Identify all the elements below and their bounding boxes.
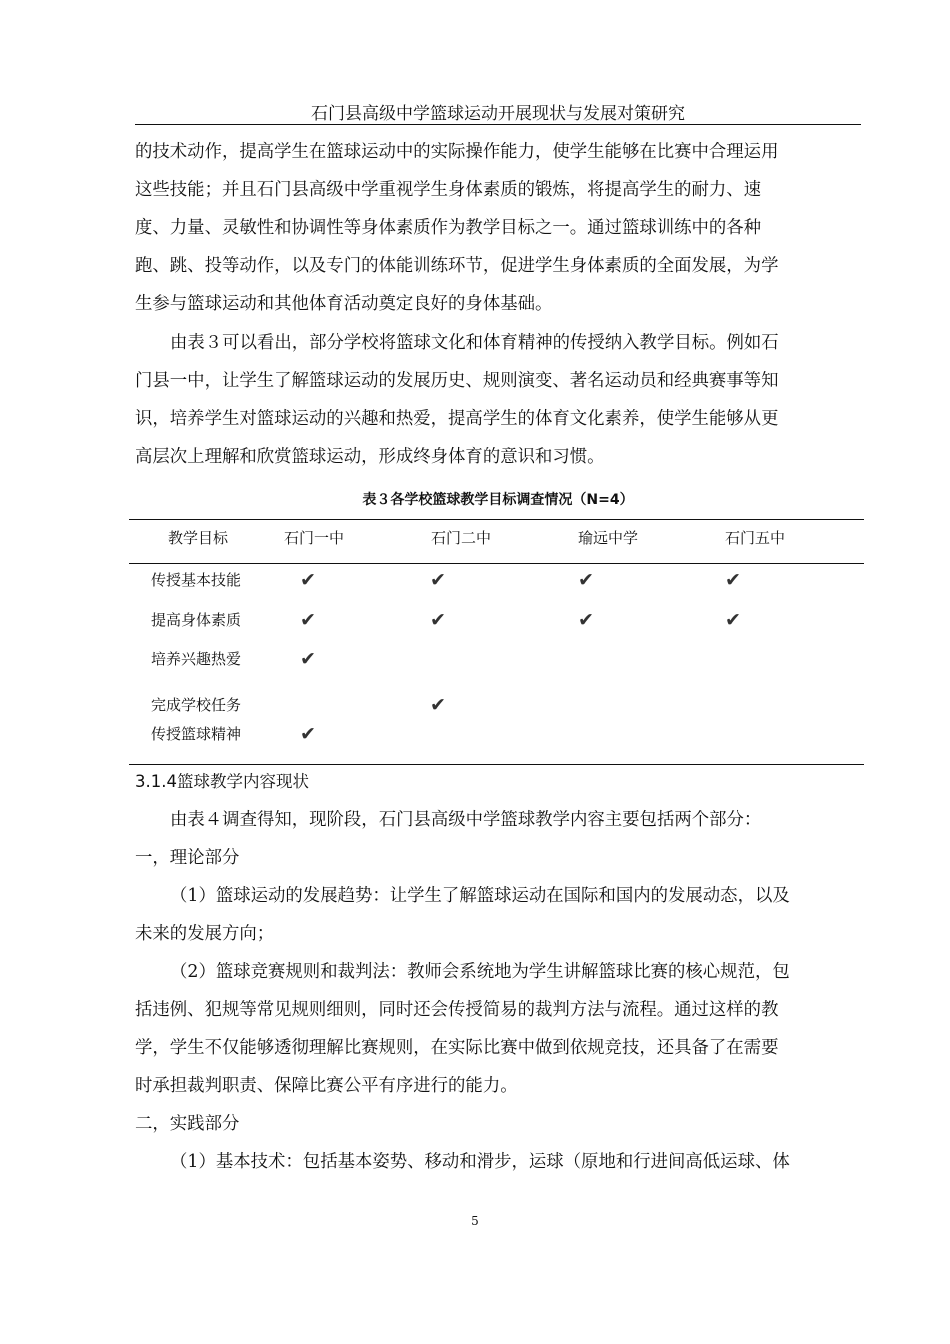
- check-mark-icon: ✔: [430, 609, 446, 631]
- table-row-label: 培养兴趣热爱: [151, 650, 242, 668]
- paragraph-goals-skills: [135, 133, 861, 323]
- table-row-label: 完成学校任务: [151, 696, 242, 714]
- table-bottom-rule: [129, 764, 864, 765]
- text-line: 由表４调查得知，现阶段，石门县高级中学篮球教学内容主要包括两个部分：: [170, 810, 762, 830]
- text-line: 二，实践部分: [135, 1114, 240, 1134]
- check-mark-icon: ✔: [300, 723, 316, 745]
- text-line: 括违例、犯规等常见规则细则，同时还会传授简易的裁判方法与流程。通过这样的教: [135, 1000, 779, 1020]
- section-body: [135, 801, 861, 1181]
- header-divider: [135, 124, 861, 125]
- check-mark-icon: ✔: [300, 648, 316, 670]
- table-header-cell: 石门一中: [284, 529, 345, 547]
- table-header-cell: 石门五中: [725, 529, 786, 547]
- check-mark-icon: ✔: [300, 609, 316, 631]
- check-mark-icon: ✔: [578, 569, 594, 591]
- table-row-label: 传授基本技能: [151, 571, 242, 589]
- text-line: 学，学生不仅能够透彻理解比赛规则，在实际比赛中做到依规竞技，还具备了在需要: [135, 1038, 779, 1058]
- text-line: （2）篮球竞赛规则和裁判法：教师会系统地为学生讲解篮球比赛的核心规范，包: [170, 962, 790, 982]
- text-line: 识，培养学生对篮球运动的兴趣和热爱，提高学生的体育文化素养，使学生能够从更: [135, 409, 779, 429]
- check-mark-icon: ✔: [578, 609, 594, 631]
- section-heading: 3.1.4篮球教学内容现状: [135, 772, 309, 791]
- text-line: 未来的发展方向；: [135, 924, 275, 944]
- check-mark-icon: ✔: [300, 569, 316, 591]
- running-header: 石门县高级中学篮球运动开展现状与发展对策研究: [311, 104, 685, 124]
- table-header-cell: 瑜远中学: [578, 529, 639, 547]
- check-mark-icon: ✔: [725, 609, 741, 631]
- check-mark-icon: ✔: [430, 694, 446, 716]
- paragraph-culture: [135, 324, 861, 476]
- table-row-label: 提高身体素质: [151, 611, 242, 629]
- page-number: 5: [471, 1214, 479, 1228]
- text-line: （1）篮球运动的发展趋势：让学生了解篮球运动在国际和国内的发展动态，以及: [170, 886, 790, 906]
- text-line: 一，理论部分: [135, 848, 240, 868]
- table-top-rule: [129, 519, 864, 520]
- text-line: 度、力量、灵敏性和协调性等身体素质作为教学目标之一。通过篮球训练中的各种: [135, 218, 762, 238]
- check-mark-icon: ✔: [725, 569, 741, 591]
- text-line: 这些技能；并且石门县高级中学重视学生身体素质的锻炼，将提高学生的耐力、速: [135, 180, 762, 200]
- table-header-cell: 教学目标: [168, 529, 229, 547]
- text-line: 时承担裁判职责、保障比赛公平有序进行的能力。: [135, 1076, 518, 1096]
- table-caption: 表３各学校篮球教学目标调查情况（N=4）: [362, 492, 634, 508]
- text-line: 由表３可以看出，部分学校将篮球文化和体育精神的传授纳入教学目标。例如石: [170, 333, 779, 353]
- text-line: 生参与篮球运动和其他体育活动奠定良好的身体基础。: [135, 294, 553, 314]
- check-mark-icon: ✔: [430, 569, 446, 591]
- text-line: （1）基本技术：包括基本姿势、移动和滑步，运球（原地和行进间高低运球、体: [170, 1152, 790, 1172]
- text-line: 跑、跳、投等动作，以及专门的体能训练环节，促进学生身体素质的全面发展，为学: [135, 256, 779, 276]
- text-line: 的技术动作，提高学生在篮球运动中的实际操作能力，使学生能够在比赛中合理运用: [135, 142, 779, 162]
- table-row-label: 传授篮球精神: [151, 725, 242, 743]
- table-header-rule: [129, 563, 864, 564]
- table-header-cell: 石门二中: [431, 529, 492, 547]
- text-line: 高层次上理解和欣赏篮球运动，形成终身体育的意识和习惯。: [135, 447, 605, 467]
- text-line: 门县一中，让学生了解篮球运动的发展历史、规则演变、著名运动员和经典赛事等知: [135, 371, 779, 391]
